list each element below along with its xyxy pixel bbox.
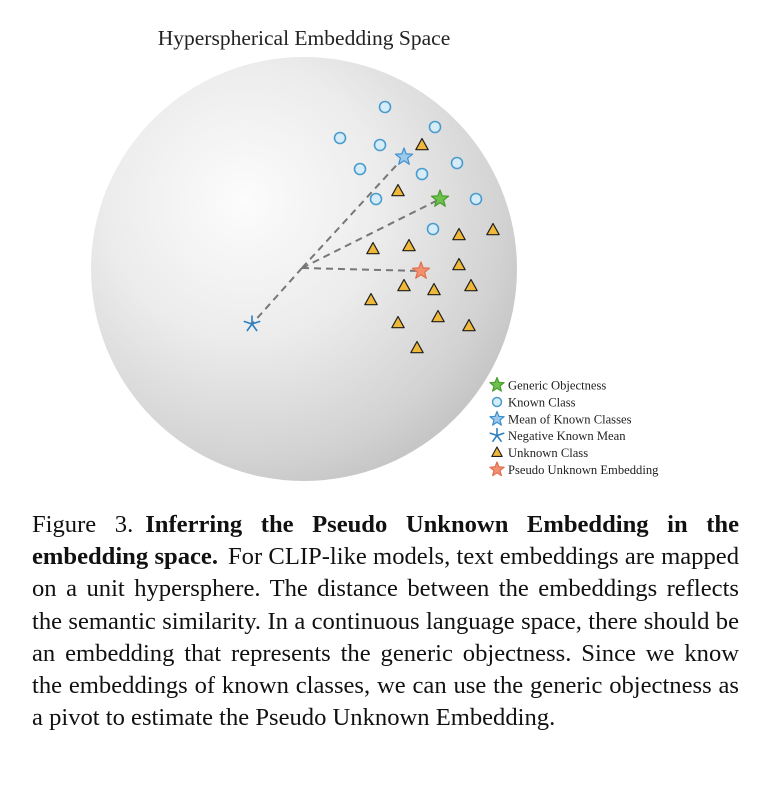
- caption-label: Figure 3.: [32, 511, 134, 538]
- known-class-point: [417, 169, 428, 180]
- known-class-point: [371, 194, 382, 205]
- legend-item-negative-known-mean: [490, 429, 626, 444]
- legend-marker: [490, 462, 504, 476]
- legend-item-generic-objectness: [490, 378, 606, 393]
- circle-icon: [493, 398, 502, 407]
- legend-item-known-class: [493, 396, 576, 410]
- legend-marker: [490, 429, 503, 442]
- known-class-point: [430, 122, 441, 133]
- legend: [490, 378, 659, 478]
- mean-star-icon: [490, 412, 504, 426]
- legend-label: Unknown Class: [508, 446, 589, 460]
- negative-mean-ray: [497, 433, 504, 435]
- legend-marker: [493, 398, 502, 407]
- caption-title: Inferring the Pseudo Unknown Embedding in the embedding space.: [32, 511, 739, 571]
- negative-star-icon: [490, 429, 503, 442]
- triangle-icon: [492, 447, 502, 456]
- known-class-point: [375, 140, 386, 151]
- legend-item-unknown-class: [492, 446, 588, 460]
- legend-label: Mean of Known Classes: [508, 412, 632, 427]
- legend-marker: [490, 412, 504, 426]
- known-class-point: [355, 164, 366, 175]
- legend-label: Negative Known Mean: [508, 429, 626, 443]
- known-class-point: [428, 224, 439, 235]
- legend-marker: [492, 447, 502, 456]
- legend-label: Pseudo Unknown Embedding: [508, 463, 659, 477]
- pseudo-star-icon: [490, 462, 504, 476]
- known-class-point: [471, 194, 482, 205]
- legend-label: Known Class: [508, 395, 576, 410]
- known-class-point: [335, 133, 346, 144]
- known-class-point: [452, 158, 463, 169]
- negative-mean-ray: [493, 436, 497, 442]
- negative-mean-ray: [490, 433, 497, 435]
- legend-label: Generic Objectness: [508, 378, 607, 393]
- legend-marker: [490, 378, 504, 392]
- figure-title: Hyperspherical Embedding Space: [157, 26, 451, 50]
- legend-item-pseudo-unknown-embedding: [490, 462, 659, 477]
- figure-caption: [32, 509, 739, 734]
- caption-body: For CLIP-like models, text embeddings are mapped on a unit hypersphere. The distance between the embeddings reflects the semantic similarity. In a continuous language space, there should be an embedding that represents the generic objectness. Since we know the embeddings of known classes, we can use the generic objectness as a pivot to estimate the Pseudo Unknown Embedding.: [32, 543, 739, 732]
- legend-item-mean-of-known-classes: [490, 412, 632, 427]
- generic-star-icon: [490, 378, 504, 392]
- known-class-point: [380, 102, 391, 113]
- negative-mean-ray: [497, 436, 501, 442]
